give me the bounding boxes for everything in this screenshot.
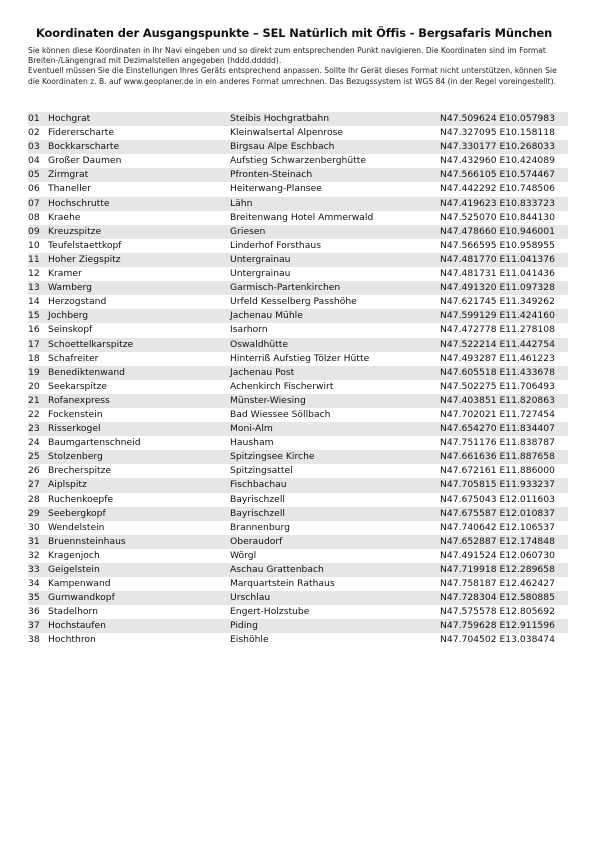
start-point: Spitzingsattel [230, 465, 293, 477]
start-point: Bad Wiessee Söllbach [230, 408, 331, 420]
table-row [28, 281, 568, 295]
summit-name: Fockenstein [48, 408, 103, 420]
row-number: 06 [28, 183, 40, 195]
coordinates: N47.472778 E11.278108 [440, 324, 555, 336]
coordinates: N47.403851 E11.820863 [440, 394, 555, 406]
summit-name: Wendelstein [48, 521, 105, 533]
table-row [28, 380, 568, 394]
table-row [28, 182, 568, 196]
start-point: Münster-Wiesing [230, 394, 306, 406]
coordinates: N47.509624 E10.057983 [440, 113, 555, 124]
summit-name: Fidererscharte [48, 127, 114, 139]
row-number: 38 [28, 634, 40, 646]
row-number: 12 [28, 268, 40, 280]
coordinates: N47.491524 E12.060730 [440, 549, 555, 561]
table-row [28, 225, 568, 239]
table-row [28, 126, 568, 140]
row-number: 30 [28, 521, 40, 533]
row-number: 01 [28, 113, 40, 124]
summit-name: Geigelstein [48, 564, 100, 575]
coordinates: N47.327095 E10.158118 [440, 127, 555, 139]
summit-name: Stadelhorn [48, 606, 98, 618]
row-number: 13 [28, 282, 40, 294]
coordinates: N47.599129 E11.424160 [440, 310, 555, 322]
table-row [28, 478, 568, 492]
table-row [28, 591, 568, 605]
summit-name: Teufelstaettkopf [48, 239, 122, 251]
table-row [28, 352, 568, 366]
summit-name: Seinskopf [48, 324, 93, 336]
start-point: Hinterriß Aufstieg Tölzer Hütte [230, 352, 370, 364]
row-number: 36 [28, 606, 40, 618]
summit-name: Risserkogel [48, 423, 101, 435]
start-point: Pfronten-Steinach [230, 169, 313, 181]
coordinates: N47.728304 E12.580885 [440, 592, 555, 604]
summit-name: Kramer [48, 268, 82, 280]
summit-name: Zirmgrat [48, 169, 89, 181]
coordinates: N47.758187 E12.462427 [440, 578, 555, 590]
coordinates: N47.751176 E11.838787 [440, 437, 555, 449]
coordinates: N47.502275 E11.706493 [440, 380, 555, 392]
summit-name: Ruchenkoepfe [48, 493, 114, 505]
start-point: Kleinwalsertal Alpenrose [230, 127, 344, 139]
start-point: Moni-Alm [230, 423, 273, 435]
start-point: Birgsau Alpe Eschbach [230, 141, 335, 153]
row-number: 27 [28, 479, 40, 491]
table-row [28, 464, 568, 478]
summit-name: Hochstaufen [48, 620, 106, 632]
table-row [28, 549, 568, 563]
table-row [28, 577, 568, 591]
row-number: 34 [28, 578, 40, 590]
coordinates: N47.759628 E12.911596 [440, 620, 555, 632]
intro-text [28, 46, 568, 87]
coordinates: N47.478660 E10.946001 [440, 225, 555, 237]
start-point: Urfeld Kesselberg Passhöhe [230, 296, 357, 308]
table-row [28, 619, 568, 633]
row-number: 24 [28, 437, 40, 449]
start-point: Garmisch-Partenkirchen [230, 282, 341, 294]
coordinates: N47.719918 E12.289658 [440, 564, 555, 575]
start-point: Isarhorn [230, 324, 268, 336]
coordinates: N47.522214 E11.442754 [440, 338, 555, 350]
summit-name: Stolzenberg [48, 451, 103, 463]
row-number: 10 [28, 239, 40, 251]
start-point: Jachenau Post [230, 366, 295, 378]
coordinates: N47.654270 E11.834407 [440, 423, 555, 435]
table-row [28, 295, 568, 309]
start-point: Eishöhle [230, 634, 269, 646]
row-number: 07 [28, 197, 40, 209]
coordinates: N47.442292 E10.748506 [440, 183, 555, 195]
summit-name: Großer Daumen [48, 155, 122, 167]
table-row [28, 309, 568, 323]
table-row [28, 535, 568, 549]
coordinates: N47.605518 E11.433678 [440, 366, 555, 378]
coordinates: N47.330177 E10.268033 [440, 141, 555, 153]
coordinates: N47.493287 E11.461223 [440, 352, 555, 364]
start-point: Bayrischzell [230, 507, 285, 519]
row-number: 05 [28, 169, 40, 181]
start-point: Urschlau [230, 592, 271, 604]
table-row [28, 408, 568, 422]
coordinates: N47.675587 E12.010837 [440, 507, 555, 519]
row-number: 35 [28, 592, 40, 604]
start-point: Brannenburg [230, 521, 290, 533]
summit-name: Kragenjoch [48, 549, 100, 561]
row-number: 02 [28, 127, 40, 139]
summit-name: Bockkarscharte [48, 141, 120, 153]
table-row [28, 605, 568, 619]
summit-name: Bruennsteinhaus [48, 535, 126, 547]
summit-name: Hoher Ziegspitz [48, 253, 121, 265]
coordinates: N47.704502 E13.038474 [440, 634, 555, 646]
page-title: Koordinaten der Ausgangspunkte – SEL Natürlich mit Öffis - Bergsafaris München [36, 26, 553, 40]
summit-name: Hochthron [48, 634, 96, 646]
table-row [28, 521, 568, 535]
row-number: 15 [28, 310, 40, 322]
table-row [28, 563, 568, 577]
coordinates: N47.432960 E10.424089 [440, 155, 555, 167]
summit-name: Hochschrutte [48, 197, 110, 209]
summit-name: Brecherspitze [48, 465, 112, 477]
row-number: 17 [28, 338, 40, 350]
row-number: 03 [28, 141, 40, 153]
table-row [28, 507, 568, 521]
summit-name: Gurnwandkopf [48, 592, 115, 604]
table-row [28, 267, 568, 281]
summit-name: Benediktenwand [48, 366, 126, 378]
intro-paragraph-2: Eventuell müssen Sie die Einstellungen Ihres Geräts entsprechend anpassen. Sollte Ihr Gerät dieses Format nicht unterstützen, können Sie die Koordinaten z. B. auf www.geoplaner.de in ein anderes Format umrechnen. Das Bezugssystem ist WGS 84 (in der Regel voreingestellt). [28, 66, 557, 86]
summit-name: Kampenwand [48, 578, 111, 590]
summit-name: Seekarspitze [48, 380, 107, 392]
table-row [28, 436, 568, 450]
coordinates: N47.575578 E12.805692 [440, 606, 555, 618]
start-point: Aschau Grattenbach [230, 564, 324, 575]
summit-name: Hochgrat [48, 113, 91, 124]
table-row [28, 450, 568, 464]
start-point: Engert-Holzstube [230, 606, 310, 618]
row-number: 04 [28, 155, 40, 167]
start-point: Untergrainau [230, 253, 291, 265]
table-row [28, 239, 568, 253]
coordinates: N47.705815 E11.933237 [440, 479, 555, 491]
row-number: 29 [28, 507, 40, 519]
summit-name: Wamberg [48, 282, 93, 294]
row-number: 31 [28, 535, 40, 547]
coordinates: N47.525070 E10.844130 [440, 211, 555, 223]
coordinates: N47.702021 E11.727454 [440, 408, 555, 420]
coordinates: N47.481731 E11.041436 [440, 268, 555, 280]
coordinates-table [28, 112, 568, 648]
start-point: Piding [230, 620, 258, 632]
summit-name: Seebergkopf [48, 507, 106, 519]
coordinates: N47.672161 E11.886000 [440, 465, 555, 477]
start-point: Wörgl [230, 549, 257, 561]
start-point: Lähn [230, 197, 253, 209]
coordinates: N47.652887 E12.174848 [440, 535, 555, 547]
coordinates: N47.621745 E11.349262 [440, 296, 555, 308]
row-number: 33 [28, 564, 40, 575]
table-row [28, 197, 568, 211]
start-point: Marquartstein Rathaus [230, 578, 335, 590]
table-row [28, 140, 568, 154]
start-point: Hausham [230, 437, 274, 449]
start-point: Fischbachau [230, 479, 287, 491]
row-number: 21 [28, 394, 40, 406]
summit-name: Baumgartenschneid [48, 437, 141, 449]
summit-name: Schafreiter [48, 352, 99, 364]
row-number: 32 [28, 549, 40, 561]
table-row [28, 168, 568, 182]
coordinates: N47.481770 E11.041376 [440, 253, 555, 265]
summit-name: Aiplspitz [48, 479, 87, 491]
start-point: Griesen [230, 225, 266, 237]
summit-name: Thaneller [48, 183, 92, 195]
row-number: 37 [28, 620, 40, 632]
start-point: Heiterwang-Plansee [230, 183, 322, 195]
row-number: 28 [28, 493, 40, 505]
start-point: Spitzingsee Kirche [230, 451, 315, 463]
start-point: Steibis Hochgratbahn [230, 113, 330, 124]
start-point: Breitenwang Hotel Ammerwald [230, 211, 374, 223]
row-number: 18 [28, 352, 40, 364]
row-number: 20 [28, 380, 40, 392]
row-number: 19 [28, 366, 40, 378]
summit-name: Schoettelkarspitze [48, 338, 134, 350]
start-point: Jachenau Mühle [230, 310, 303, 322]
start-point: Aufstieg Schwarzenberghütte [230, 155, 367, 167]
coordinates: N47.740642 E12.106537 [440, 521, 555, 533]
table-row [28, 211, 568, 225]
coordinates: N47.566595 E10.958955 [440, 239, 555, 251]
coordinates: N47.566105 E10.574467 [440, 169, 555, 181]
row-number: 11 [28, 253, 40, 265]
table-row [28, 154, 568, 168]
table-row [28, 394, 568, 408]
start-point: Oswaldhütte [230, 338, 289, 350]
summit-name: Rofanexpress [48, 394, 110, 406]
start-point: Oberaudorf [230, 535, 283, 547]
row-number: 23 [28, 423, 40, 435]
row-number: 26 [28, 465, 40, 477]
table-row [28, 323, 568, 337]
table-row [28, 422, 568, 436]
coordinates: N47.661636 E11.887658 [440, 451, 555, 463]
summit-name: Herzogstand [48, 296, 107, 308]
start-point: Untergrainau [230, 268, 291, 280]
intro-paragraph-1: Sie können diese Koordinaten in Ihr Navi eingeben und so direkt zum entsprechenden Punkt navigieren. Die Koordinaten sind im Format Breiten-/Längengrad mit Dezimalstellen angegeben (hddd.ddddd). [28, 46, 546, 66]
row-number: 16 [28, 324, 40, 336]
start-point: Bayrischzell [230, 493, 285, 505]
table-row [28, 366, 568, 380]
row-number: 09 [28, 225, 40, 237]
coordinates: N47.419623 E10.833723 [440, 197, 555, 209]
summit-name: Kraehe [48, 211, 81, 223]
table-row [28, 493, 568, 507]
start-point: Linderhof Forsthaus [230, 239, 321, 251]
table-row [28, 112, 568, 126]
row-number: 14 [28, 296, 40, 308]
start-point: Achenkirch Fischerwirt [230, 380, 334, 392]
table-row [28, 633, 568, 647]
summit-name: Jochberg [48, 310, 89, 322]
row-number: 25 [28, 451, 40, 463]
table-row [28, 253, 568, 267]
coordinates: N47.491320 E11.097328 [440, 282, 555, 294]
row-number: 08 [28, 211, 40, 223]
table-row [28, 338, 568, 352]
row-number: 22 [28, 408, 40, 420]
summit-name: Kreuzspitze [48, 225, 102, 237]
coordinates: N47.675043 E12.011603 [440, 493, 555, 505]
